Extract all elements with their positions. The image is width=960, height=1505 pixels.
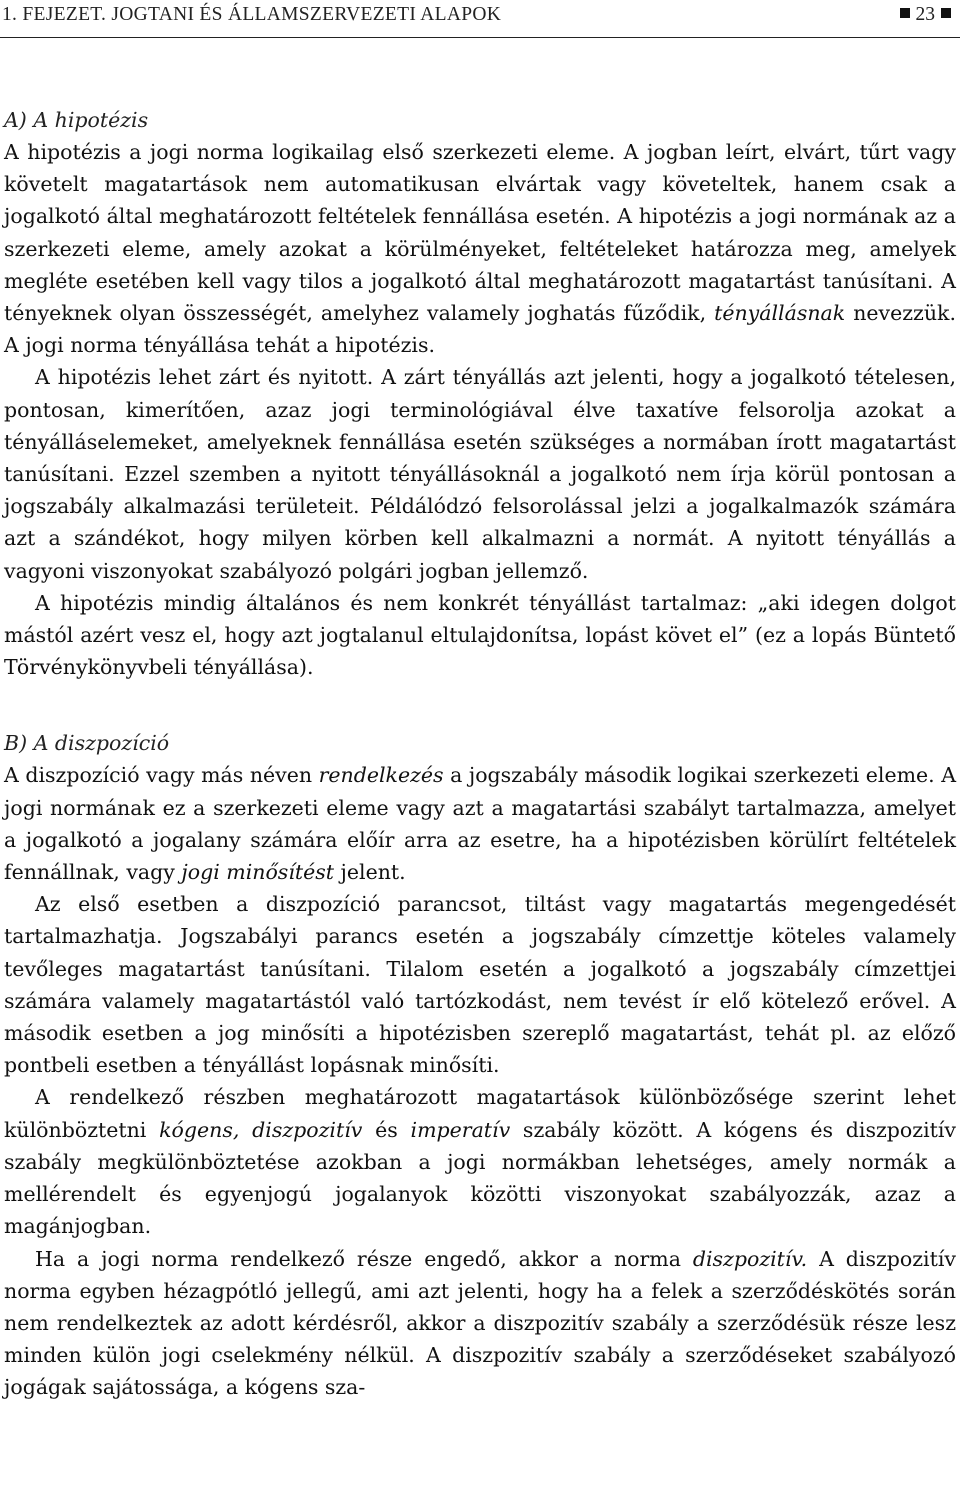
section-a-heading: A) A hipotézis xyxy=(4,108,149,132)
section-gap xyxy=(4,683,956,727)
term-imperativ: imperatív xyxy=(410,1117,511,1142)
page-body xyxy=(4,104,956,1404)
section-b-paragraph-3: A rendelkező részben meghatározott magatartások különbözősége szerint lehet különböztetni kógens, diszpozitív és imperatív szabály között. A kógens és diszpozitív szabály megkülönböztetése azokban a jogi normákban lehetséges, amely normák a mellérendelt és egyenjogú jogalanyok közötti viszonyokat szabályozzák, azaz a magánjogban. xyxy=(4,1085,957,1239)
square-bullet-icon xyxy=(941,8,951,18)
term-tenyallas: tényállásnak xyxy=(714,301,846,326)
term-diszpozitiv: diszpozitív. xyxy=(692,1246,808,1271)
square-bullet-icon xyxy=(900,8,910,18)
page-number: 23 xyxy=(915,4,935,25)
section-b-paragraph-1: A diszpozíció vagy más néven rendelkezés a jogszabály második logikai szerkezeti eleme. A jogi normának ez a szerkezeti eleme vagy azt a magatartási szabályt tartalmazza, amelyet a jogalkotó a jogalany számára előír arra az esetre, ha a hipotézisben körülírt feltételek fennállnak, vagy jogi minősítést jelent. xyxy=(4,763,956,885)
page-number-block xyxy=(894,4,958,26)
chapter-title: 1. FEJEZET. JOGTANI ÉS ÁLLAMSZERVEZETI ALAPOK xyxy=(2,4,502,25)
section-a-paragraph-1: A hipotézis a jogi norma logikailag első szerkezeti eleme. A jogban leírt, elvárt, tűrt vagy követelt magatartások nem automatikusan elvártak vagy követeltek, hanem csak a jogalkotó által meghatározott feltételek fennállása esetén. A hipotézis a jogi normának az a szerkezeti eleme, amely azokat a körülményeket, feltételeket határozza meg, amelyek megléte esetében kell vagy tilos a jogalkotó által meghatározott magatartást tanúsítani. A tényeknek olyan összességét, amelyhez valamely joghatás fűződik, tényállásnak nevezzük. A jogi norma tényállása tehát a hipotézis. xyxy=(4,140,956,358)
term-jogi-minosites: jogi minősítést xyxy=(181,860,335,885)
term-kogens-diszpozitiv: kógens, diszpozitív xyxy=(159,1117,363,1142)
running-header xyxy=(0,0,960,38)
section-a-paragraph-3: A hipotézis mindig általános és nem konkrét tényállást tartalmaz: „aki idegen dolgot mástól azért vesz el, hogy azt jogtalanul eltulajdonítsa, lopást követ el” (ez a lopás Büntető Törvénykönyvbeli tényállása). xyxy=(4,590,956,680)
term-rendelkezes: rendelkezés xyxy=(318,763,444,788)
section-b-paragraph-2: Az első esetben a diszpozíció parancsot, tiltást vagy magatartás megengedését tartalmazhatja. Jogszabályi parancs esetén a jogszabály címzettje köteles valamely tevőleges magatartást tanúsítani. Tilalom esetén a jogalkotó a jogszabály címzettjei számára valamely magatartástól való tartózkodást, nem tevést ír elő kötelező erővel. A második esetben a jog minősíti a hipotézisben szereplő magatartást, tehát pl. az előző pontbeli esetben a tényállást lopásnak minősíti. xyxy=(4,892,956,1078)
section-a-paragraph-2: A hipotézis lehet zárt és nyitott. A zárt tényállás azt jelenti, hogy a jogalkotó tételesen, pontosan, kimerítően, azaz jogi terminológiával élve taxatíve felsorolja azokat a tényálláselemeket, amelyeknek fennállása esetén szükséges a normában írott magatartást tanúsítani. Ezzel szemben a nyitott tényállásoknál a jogalkotó nem írja körül pontosan a jogszabály alkalmazási területeit. Példálódzó felsorolással jelzi a jogalkalmazók számára azt a szándékot, hogy milyen körben kell alkalmazni a normát. A nyitott tényállás a vagyoni viszonyokat szabályozó polgári jogban jellemző. xyxy=(4,365,956,583)
section-b-heading: B) A diszpozíció xyxy=(4,731,170,756)
section-b-paragraph-4: Ha a jogi norma rendelkező része engedő, akkor a norma diszpozitív. A diszpozitív norma egyben hézagpótló jellegű, ami azt jelenti, hogy ha a felek a szerződéskötés során nem rendelkeztek az adott kérdésről, akkor a diszpozitív szabály a szerződésük része lesz minden külön jogi cselekmény nélkül. A diszpozitív szabály a szerződéseket szabályozó jogágak sajátossága, a kógens sza- xyxy=(4,1246,956,1400)
